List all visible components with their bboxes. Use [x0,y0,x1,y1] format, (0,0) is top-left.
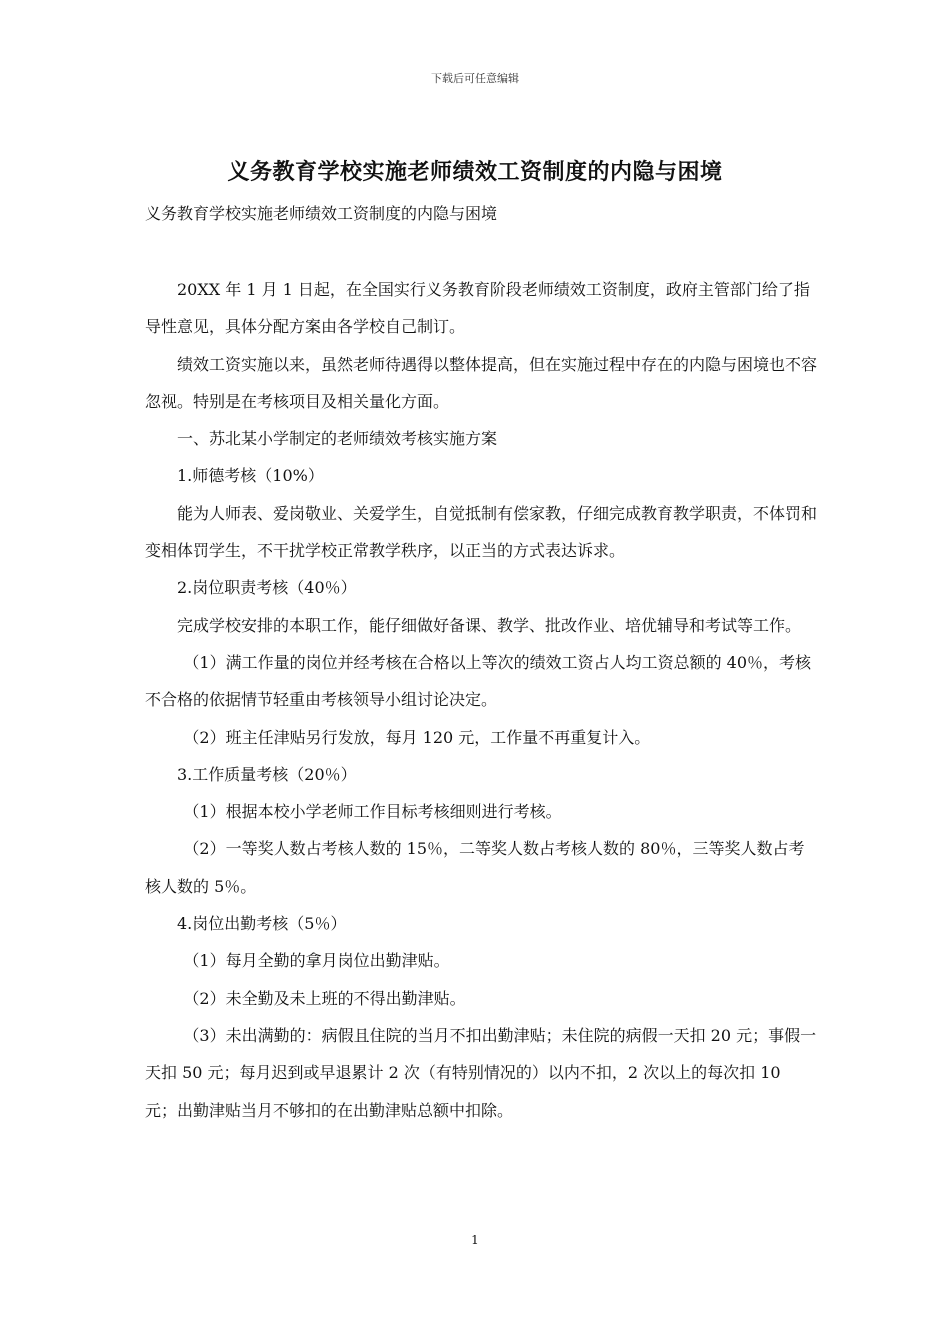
list-item: （1）满工作量的岗位并经考核在合格以上等次的绩效工资占人均工资总额的 40％，考核不合格的依据情节轻重由考核领导小组讨论决定。 [145,652,812,710]
paragraph: 能为人师表、爱岗敬业、关爱学生，自觉抵制有偿家教，仔细完成教育教学职责，不体罚和变相体罚学生，不干扰学校正常教学秩序，以正当的方式表达诉求。 [145,503,818,561]
document-title: 义务教育学校实施老师绩效工资制度的内隐与困境 [227,159,723,185]
subsection-heading: 1.师德考核（10%） [177,466,324,486]
list-item: （2）班主任津贴另行发放，每月 120 元，工作量不再重复计入。 [183,727,651,747]
section-heading: 一、苏北某小学制定的老师绩效考核实施方案 [177,429,498,449]
list-item: （3）未出满勤的：病假且住院的当月不扣出勤津贴；未住院的病假一天扣 20 元；事假一天扣 50 元；每月迟到或早退累计 2 次（有特别情况的）以内不扣，2 次以上的每次扣 10 元；出勤津贴当月不够扣的在出勤津贴总额中扣除。 [145,1025,817,1120]
paragraph: 20XX 年 1 月 1 日起，在全国实行义务教育阶段老师绩效工资制度，政府主管部门给了指导性意见，具体分配方案由各学校自己制订。 [145,280,810,337]
list-item: （2）未全勤及未上班的不得出勤津贴。 [183,988,466,1008]
list-item: （1）根据本校小学老师工作目标考核细则进行考核。 [183,802,562,822]
list-item: （1）每月全勤的拿月岗位出勤津贴。 [183,951,450,971]
subsection-heading: 2.岗位职责考核（40％） [177,578,357,598]
page-number: 1 [471,1233,479,1247]
paragraph: 完成学校安排的本职工作，能仔细做好备课、教学、批改作业、培优辅导和考试等工作。 [177,615,802,635]
document-subtitle: 义务教育学校实施老师绩效工资制度的内隐与困境 [145,204,498,223]
list-item: （2）一等奖人数占考核人数的 15％，二等奖人数占考核人数的 80％，三等奖人数占考核人数的 5％。 [145,839,805,896]
paragraph: 绩效工资实施以来，虽然老师待遇得以整体提高，但在实施过程中存在的内隐与困境也不容忽视。特别是在考核项目及相关量化方面。 [145,354,818,411]
header-note: 下载后可任意编辑 [431,72,519,85]
subsection-heading: 4.岗位出勤考核（5％） [177,914,347,934]
document-body [145,271,817,1129]
subsection-heading: 3.工作质量考核（20％） [177,764,357,784]
